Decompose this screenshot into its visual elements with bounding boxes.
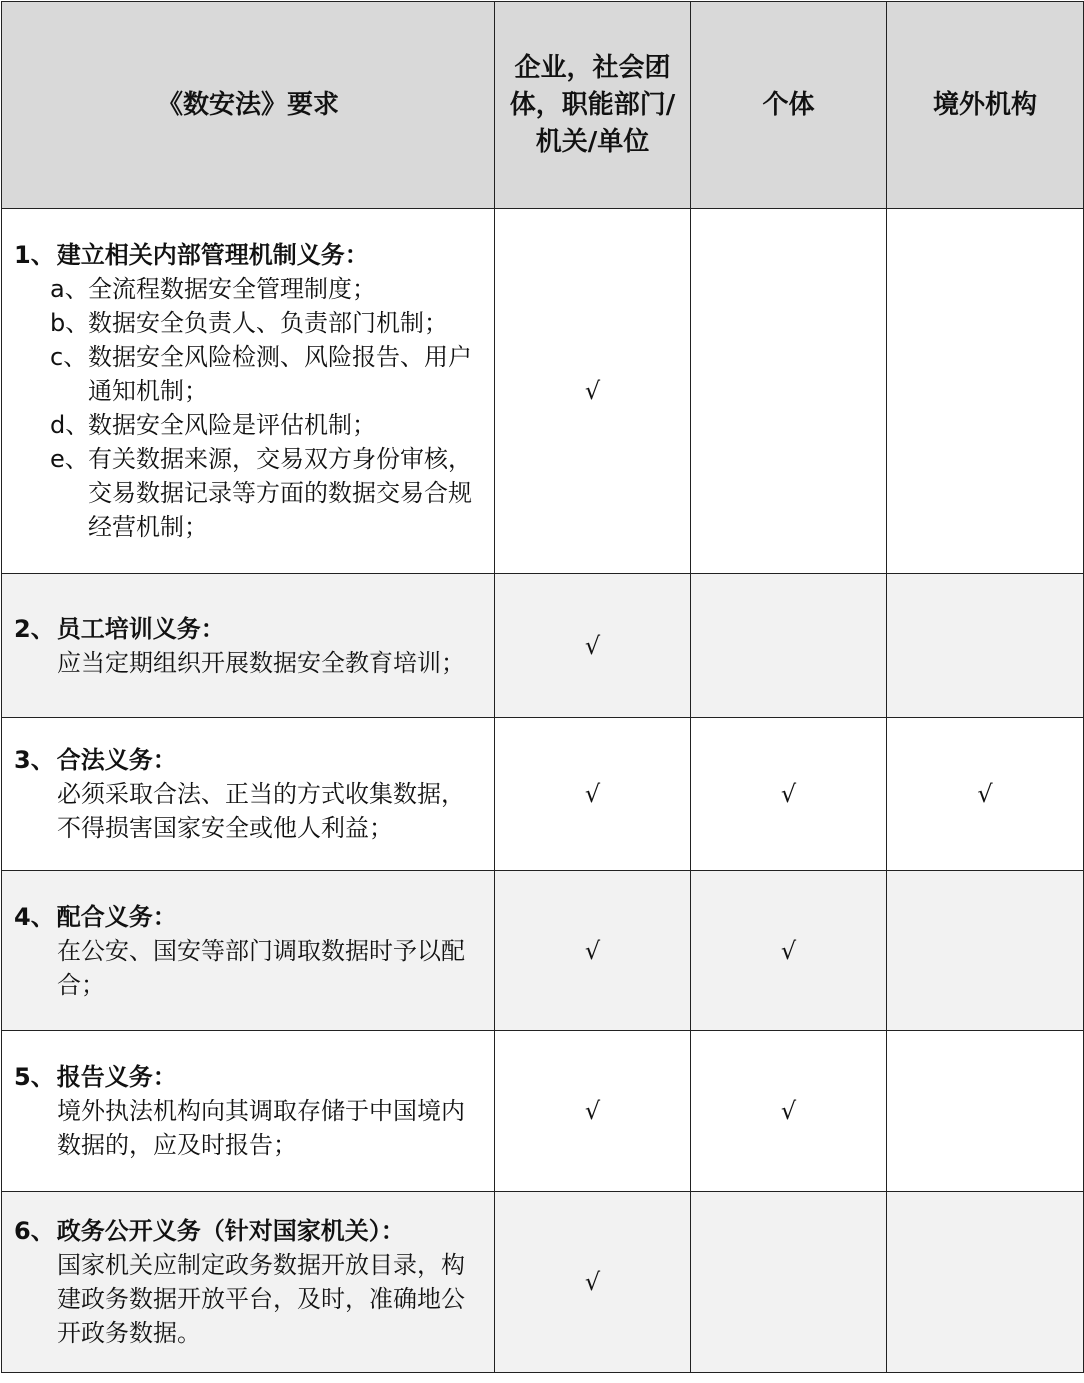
requirement-number: 2、 (14, 614, 55, 643)
sub-item-label: e、 (50, 445, 89, 473)
sub-item-label: b、 (50, 309, 90, 337)
check-cell-organization: √ (495, 871, 691, 1031)
header-organization (495, 2, 691, 209)
requirement-cell (2, 574, 495, 718)
requirement-cell (2, 718, 495, 871)
sub-item-text: 数据安全负责人、负责部门机制； (88, 309, 448, 337)
sub-item-text: 有关数据来源，交易双方身份审核，交易数据记录等方面的数据交易合规经营机制； (88, 445, 472, 541)
table-row (2, 209, 1084, 574)
table-row (2, 574, 1084, 718)
requirement-number: 1、 (14, 241, 55, 269)
table-row (2, 718, 1084, 871)
check-cell-individual (691, 209, 887, 574)
sub-item (50, 408, 480, 442)
sub-item (50, 442, 480, 544)
requirement-number: 4、 (14, 902, 55, 931)
requirement-description: 在公安、国安等部门调取数据时予以配合； (57, 936, 465, 999)
check-cell-foreign (887, 1192, 1084, 1373)
check-cell-organization: √ (495, 718, 691, 871)
header-foreign-institution: 境外机构 (887, 2, 1084, 209)
sub-item (50, 306, 480, 340)
sub-item (50, 340, 480, 408)
requirement-title (14, 238, 480, 272)
sub-item-label: c、 (50, 343, 88, 371)
requirement-title-text: 合法义务： (56, 746, 177, 774)
sub-item (50, 272, 480, 306)
check-cell-foreign (887, 209, 1084, 574)
check-cell-foreign (887, 574, 1084, 718)
table-row (2, 871, 1084, 1031)
sub-item-text: 数据安全风险检测、风险报告、用户通知机制； (88, 343, 472, 405)
header-organization-line: 机关/单位 (535, 126, 650, 157)
header-organization-line: 体，职能部门/ (509, 89, 676, 120)
requirement-description: 境外执法机构向其调取存储于中国境内数据的，应及时报告； (57, 1097, 465, 1159)
requirement-title-text: 员工培训义务： (56, 614, 225, 643)
requirement-title-text: 政务公开义务（针对国家机关）： (56, 1217, 405, 1245)
sub-item-text: 数据安全风险是评估机制； (88, 411, 376, 439)
requirement-title (14, 900, 480, 934)
check-cell-individual (691, 574, 887, 718)
requirement-description: 国家机关应制定政务数据开放目录，构建政务数据开放平台，及时，准确地公开政务数据。 (57, 1251, 465, 1347)
requirement-title-text: 建立相关内部管理机制义务： (56, 241, 369, 269)
sub-item-label: d、 (50, 411, 90, 439)
requirement-title-text: 配合义务： (56, 902, 177, 931)
table-row (2, 1031, 1084, 1192)
header-individual: 个体 (691, 2, 887, 209)
check-cell-foreign (887, 1031, 1084, 1192)
check-cell-individual: √ (691, 1031, 887, 1192)
requirement-title (14, 743, 480, 777)
check-cell-individual: √ (691, 871, 887, 1031)
check-cell-organization: √ (495, 574, 691, 718)
requirement-cell (2, 871, 495, 1031)
requirement-title-text: 报告义务： (56, 1063, 177, 1091)
requirement-description: 应当定期组织开展数据安全教育培训； (57, 648, 465, 677)
check-cell-organization: √ (495, 209, 691, 574)
requirement-cell (2, 1192, 495, 1373)
check-cell-organization: √ (495, 1192, 691, 1373)
requirement-number: 6、 (14, 1217, 55, 1245)
check-cell-foreign: √ (887, 718, 1084, 871)
requirements-table (1, 1, 1084, 1373)
header-organization-line: 企业，社会团 (514, 52, 671, 83)
header-row (2, 2, 1084, 209)
check-cell-organization: √ (495, 1031, 691, 1192)
check-cell-individual: √ (691, 718, 887, 871)
table-row (2, 1192, 1084, 1373)
requirement-description: 必须采取合法、正当的方式收集数据，不得损害国家安全或他人利益； (57, 780, 465, 842)
check-cell-foreign (887, 871, 1084, 1031)
requirement-cell (2, 1031, 495, 1192)
requirement-title (14, 612, 480, 646)
header-requirement: 《数安法》要求 (2, 2, 495, 209)
requirement-number: 3、 (14, 746, 55, 774)
requirement-title (14, 1060, 480, 1094)
sub-item-text: 全流程数据安全管理制度； (88, 275, 376, 303)
sub-item-label: a、 (50, 275, 89, 303)
check-cell-individual (691, 1192, 887, 1373)
requirement-cell (2, 209, 495, 574)
requirement-number: 5、 (14, 1063, 55, 1091)
requirement-title (14, 1214, 480, 1248)
